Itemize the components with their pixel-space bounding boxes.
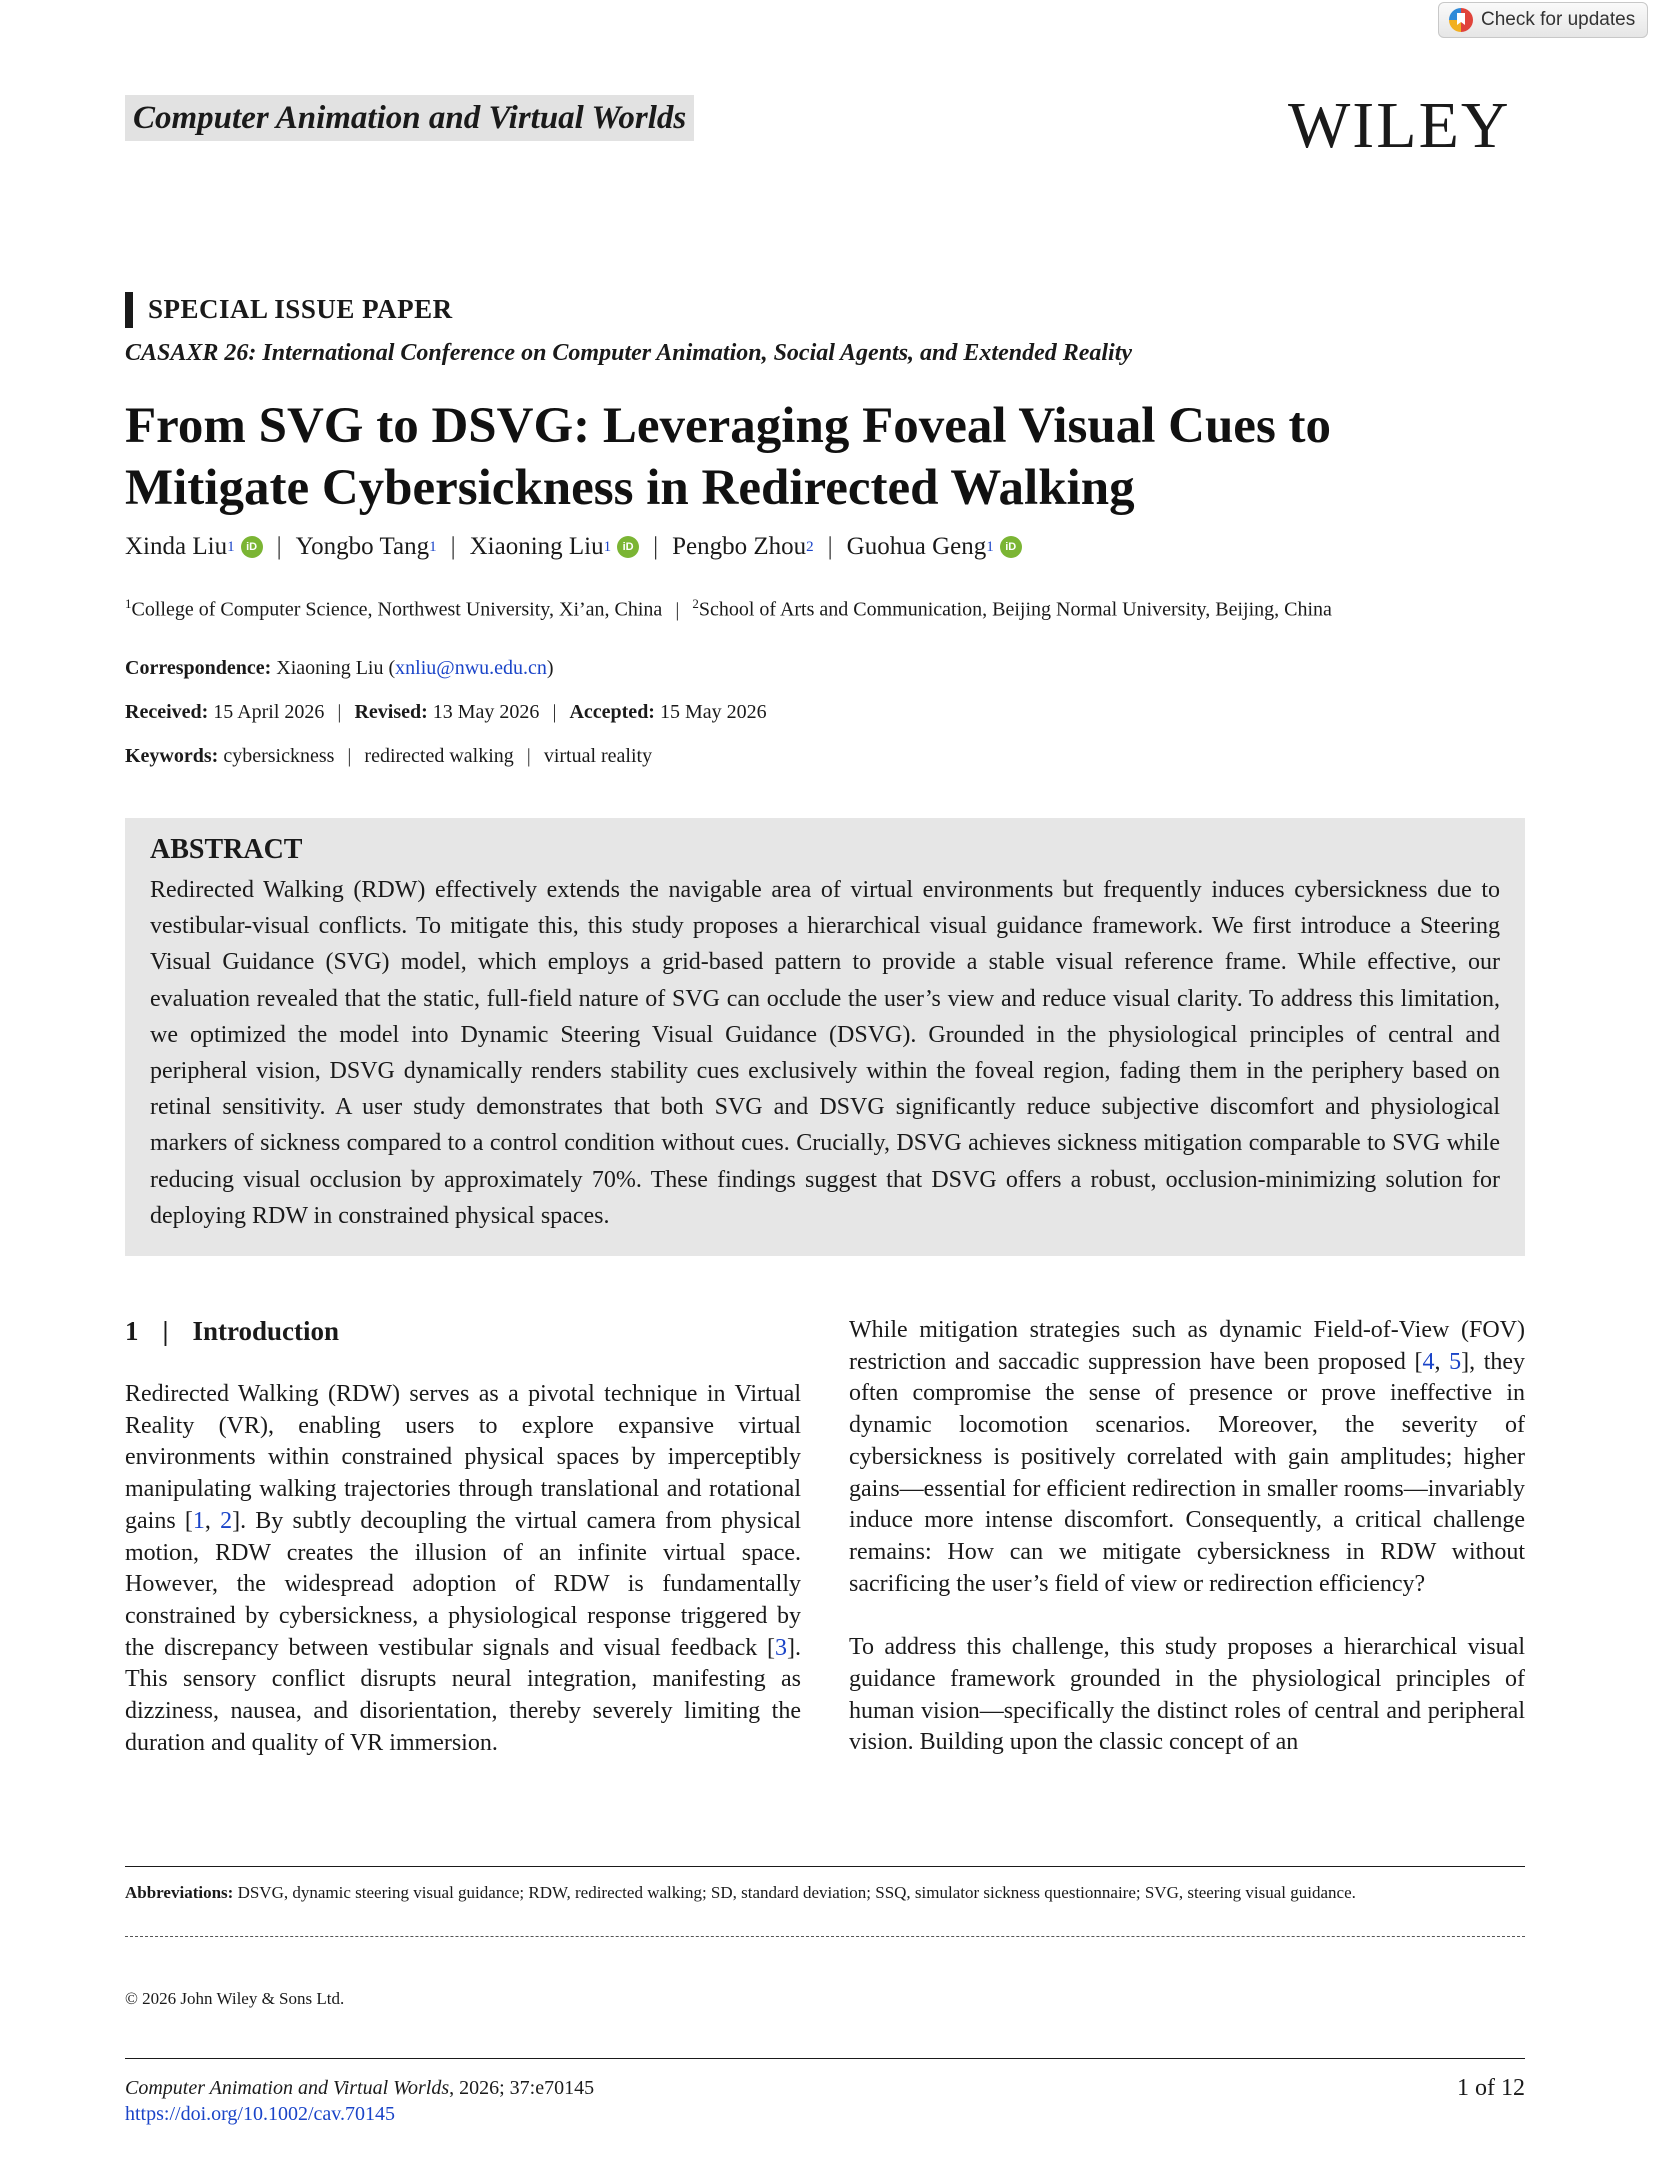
accepted-label: Accepted: — [569, 701, 655, 723]
publisher-logo-text: WILEY — [1288, 89, 1511, 162]
body-column-left: Redirected Walking (RDW) serves as a pivotal technique in Virtual Reality (VR), enabling users to explore expansive virtual environments within constrained physical spaces by imperceptibly manipulating walking trajectories through translational and rotational gains [1, 2]. By subtly decoupling the virtual camera from physical motion, RDW creates the illusion of an infinite virtual space. However, the widespread adoption of RDW is fundamentally constrained by cybersickness, a physiological response triggered by the discrepancy between vestibular signals and visual feedback [3]. This sensory conflict disrupts neural integration, manifesting as dizziness, nausea, and disorientation, thereby severely limiting the duration and quality of VR immersion. — [125, 1381, 802, 1756]
author-separator: | — [450, 533, 456, 560]
affiliations — [125, 596, 1332, 622]
body-column-right — [849, 1315, 1525, 1791]
section-title: Introduction — [192, 1316, 339, 1346]
orcid-icon[interactable]: iD — [241, 536, 263, 558]
revised-label: Revised: — [354, 701, 428, 723]
citation-link[interactable]: 1 — [192, 1507, 205, 1534]
affiliation-marker[interactable]: 1 — [603, 538, 612, 555]
paragraph-text: While mitigation strategies such as dynamic Field-of-View (FOV) restriction and saccadic suppression have been proposed [ — [849, 1317, 1525, 1375]
orcid-icon[interactable]: iD — [617, 536, 639, 558]
citation-link[interactable]: 5 — [1449, 1348, 1462, 1375]
date-separator: | — [337, 701, 342, 723]
check-for-updates-button[interactable] — [1438, 2, 1648, 38]
article-dates — [125, 701, 767, 724]
bookmark-icon — [1449, 8, 1473, 32]
affiliation-text: College of Computer Science, Northwest University, Xi’an, China — [131, 598, 663, 621]
paragraph-text: Redirected Walking (RDW) serves as a pivotal technique in Virtual Reality (VR), enabling users to explore expansive virtual environments within constrained physical spaces by imperceptibly manipulating walking trajectories through translational and rotational gains [ — [125, 1381, 801, 1534]
abstract-box — [125, 818, 1525, 1256]
page-number: 1 of 12 — [1457, 2075, 1525, 2101]
article-type-marker — [125, 292, 133, 328]
author-name[interactable]: Yongbo Tang — [295, 533, 430, 560]
keyword-separator: | — [347, 745, 352, 767]
publisher-logo — [1288, 88, 1511, 164]
affiliation-marker[interactable]: 2 — [806, 538, 814, 555]
footnote-divider — [125, 1866, 1525, 1867]
doi-link[interactable]: https://doi.org/10.1002/cav.70145 — [125, 2103, 395, 2125]
article-type: SPECIAL ISSUE PAPER — [148, 294, 453, 324]
conference-name: CASAXR 26: International Conference on Computer Animation, Social Agents, and Extended Reality — [125, 340, 1133, 366]
paragraph: To address this challenge, this study proposes a hierarchical visual guidance framework grounded in the physiological principles of human vision—specifically the distinct roles of central and peripheral vision. Building upon the classic concept of an — [849, 1634, 1525, 1756]
accepted-date: 15 May 2026 — [659, 701, 767, 723]
section-heading — [125, 1316, 339, 1347]
revised-date: 13 May 2026 — [432, 701, 540, 723]
paragraph: While mitigation strategies such as dynamic Field-of-View (FOV) restriction and saccadic suppression have been proposed [4, 5], they often compromise the sense of presence or prove ineffective in dynamic locomotion scenarios. Moreover, the severity of cybersickness is positively correlated with gain amplitudes; higher gains—essential for efficient redirection in smaller rooms—invariably induce more intense discomfort. Consequently, a critical challenge remains: How can we mitigate cybersickness in RDW without sacrificing the user’s field of view or redirection efficiency? — [849, 1317, 1526, 1597]
section-number: 1 — [125, 1316, 139, 1346]
section-separator: | — [162, 1316, 169, 1346]
abstract-heading: ABSTRACT — [150, 834, 303, 865]
correspondence-email-link[interactable]: xnliu@nwu.edu.cn — [395, 657, 547, 679]
author-name[interactable]: Guohua Geng — [846, 533, 987, 560]
affiliation-text: School of Arts and Communication, Beijing Normal University, Beijing, China — [698, 598, 1332, 621]
check-for-updates-label: Check for updates — [1481, 9, 1636, 30]
received-label: Received: — [125, 701, 209, 723]
abbreviations-label: Abbreviations: — [125, 1883, 234, 1902]
affiliation-number: 2 — [692, 596, 699, 611]
author-separator: | — [653, 533, 659, 560]
author-list — [125, 533, 1022, 561]
footer-journal-name: Computer Animation and Virtual Worlds — [125, 2077, 450, 2099]
keyword: redirected walking — [364, 745, 514, 767]
footer-divider — [125, 2058, 1525, 2059]
keywords-label: Keywords: — [125, 745, 219, 767]
author-separator: | — [276, 533, 282, 560]
affiliation-separator: | — [675, 598, 680, 621]
keyword-separator: | — [526, 745, 531, 767]
dashed-divider — [125, 1936, 1525, 1937]
correspondence-name: Xiaoning Liu — [276, 657, 384, 679]
citation-link[interactable]: 2 — [220, 1507, 233, 1534]
paper-title-line-1: From SVG to DSVG: Leveraging Foveal Visual Cues to — [125, 398, 1332, 454]
affiliation-marker[interactable]: 1 — [986, 538, 994, 555]
affiliation-number: 1 — [125, 596, 132, 611]
abstract-text: Redirected Walking (RDW) effectively extends the navigable area of virtual environments but frequently induces cybersickness due to vestibular-visual conflicts. To mitigate this, this study proposes a hierarchical visual guidance framework. We first introduce a Steering Visual Guidance (SVG) model, which employs a grid-based pattern to provide a stable visual reference frame. While effective, our evaluation revealed that the static, full-field nature of SVG can occlude the user’s view and reduce visual clarity. To address this limitation, we optimized the model into Dynamic Steering Visual Guidance (DSVG). Grounded in the physiological principles of central and peripheral vision, DSVG dynamically renders stability cues exclusively within the foveal region, fading them in the periphery based on retinal sensitivity. A user study demonstrates that both SVG and DSVG significantly reduce subjective discomfort and physiological markers of sickness compared to a control condition without cues. Crucially, DSVG achieves sickness mitigation comparable to SVG while reducing visual occlusion by approximately 70%. These findings suggest that DSVG offers a robust, occlusion-minimizing solution for deploying RDW in constrained physical spaces. — [150, 877, 1500, 1229]
journal-banner: Computer Animation and Virtual Worlds — [125, 95, 694, 141]
received-date: 15 April 2026 — [213, 701, 325, 723]
keywords — [125, 745, 652, 768]
affiliation-marker[interactable]: 1 — [227, 538, 235, 555]
orcid-icon[interactable]: iD — [1000, 536, 1022, 558]
paragraph-text: ], they often compromise the sense of presence or prove ineffective in dynamic locomotion scenarios. Moreover, the severity of cybersickness is positively correlated with gain amplitudes; higher gains—essential for efficient redirection in smaller rooms—invariably induce more intense discomfort. Consequently, a critical challenge remains: How can we mitigate cybersickness in RDW without sacrificing the user’s field of view or redirection efficiency? — [849, 1348, 1526, 1597]
keyword: virtual reality — [543, 745, 653, 767]
paper-title — [125, 395, 1525, 519]
copyright: © 2026 John Wiley & Sons Ltd. — [125, 1989, 345, 2008]
paper-title-line-2: Mitigate Cybersickness in Redirected Walking — [125, 460, 1135, 516]
author-name[interactable]: Xiaoning Liu — [469, 533, 604, 560]
keyword: cybersickness — [223, 745, 335, 767]
author-name[interactable]: Xinda Liu — [125, 533, 228, 560]
paragraph-text: ]. By subtly decoupling the virtual camera from physical motion, RDW creates the illusion of an infinite virtual space. However, the widespread adoption of RDW is fundamentally constrained by cybersickness, a physiological response triggered by the discrepancy between vestibular signals and visual feedback [ — [125, 1507, 802, 1661]
paragraph-text: ]. This sensory conflict disrupts neural integration, manifesting as dizziness, nausea, and disorientation, thereby severely limiting the duration and quality of VR immersion. — [125, 1634, 801, 1756]
citation-link[interactable]: 4 — [1422, 1348, 1435, 1375]
affiliation-marker[interactable]: 1 — [429, 538, 437, 555]
citation-link[interactable]: 3 — [775, 1634, 787, 1661]
correspondence-label: Correspondence: — [125, 657, 272, 679]
author-name[interactable]: Pengbo Zhou — [672, 533, 807, 560]
date-separator: | — [552, 701, 557, 723]
footer-citation — [125, 2077, 594, 2100]
author-separator: | — [827, 533, 833, 560]
footer-volume: , 2026; 37:e70145 — [449, 2077, 595, 2099]
abbreviations-text: DSVG, dynamic steering visual guidance; RDW, redirected walking; SD, standard deviation; SSQ, simulator sickness questionnaire; SVG, steering visual guidance. — [237, 1883, 1356, 1902]
abbreviations — [125, 1881, 1525, 1904]
correspondence: Correspondence: Xiaoning Liu (xnliu@nwu.edu.cn) — [125, 657, 554, 679]
